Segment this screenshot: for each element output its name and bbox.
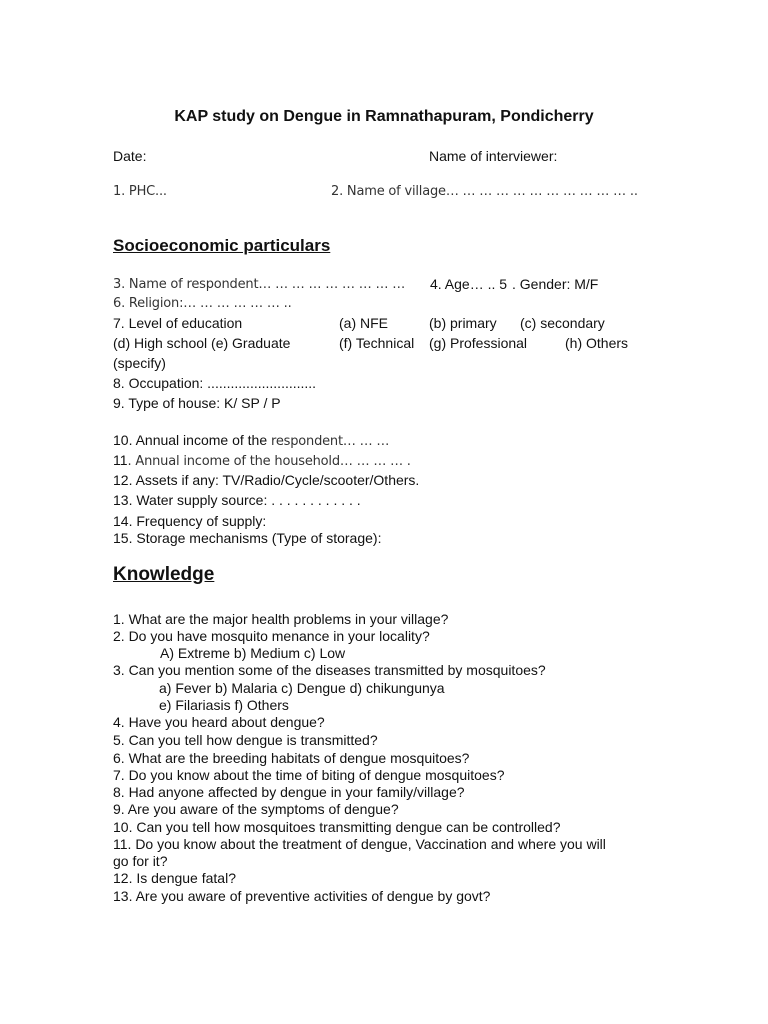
education-option-h: (h) Others	[565, 335, 629, 351]
knowledge-question-1: 1. What are the major health problems in your village?	[113, 611, 449, 627]
knowledge-question-3-options-1: a) Fever b) Malaria c) Dengue d) chikungunya	[159, 680, 445, 696]
knowledge-question-2: 2. Do you have mosquito menance in your locality?	[113, 628, 430, 644]
respondent-name-field: 3. Name of respondent… … … … … … … … …	[113, 277, 406, 292]
annual-income-respondent-label: 10. Annual income of the	[113, 432, 271, 448]
education-label: 7. Level of education	[113, 315, 243, 331]
religion-field: 6. Religion:… … … … … … ..	[113, 296, 292, 311]
knowledge-question-11: 11. Do you know about the treatment of dengue, Vaccination and where you will	[113, 836, 606, 852]
knowledge-question-11-continued: go for it?	[113, 853, 168, 869]
water-supply-field: 13. Water supply source: . . . . . . . . . . . .	[113, 492, 361, 508]
education-option-a: (a) NFE	[339, 315, 388, 331]
education-option-d-e: (d) High school (e) Graduate	[113, 335, 291, 351]
education-option-g: (g) Professional	[429, 335, 528, 351]
occupation-field: 8. Occupation: ............................	[113, 375, 317, 391]
knowledge-question-12: 12. Is dengue fatal?	[113, 870, 236, 886]
education-option-c: (c) secondary	[520, 315, 605, 331]
house-type-field: 9. Type of house: K/ SP / P	[113, 395, 281, 411]
knowledge-question-5: 5. Can you tell how dengue is transmitted?	[113, 732, 378, 748]
annual-income-household	[113, 452, 411, 470]
education-option-b: (b) primary	[429, 315, 497, 331]
village-field: 2. Name of village… … … … … … … … … … … ..	[331, 184, 638, 199]
page-title: KAP study on Dengue in Ramnathapuram, Pondicherry	[174, 108, 594, 125]
knowledge-question-4: 4. Have you heard about dengue?	[113, 714, 325, 730]
gender-field: . Gender: M/F	[512, 276, 599, 292]
phc-field: 1. PHC...	[113, 184, 167, 199]
annual-income-household-number: 11	[113, 452, 128, 468]
education-specify: (specify)	[113, 355, 166, 371]
storage-field: 15. Storage mechanisms (Type of storage):	[113, 530, 382, 546]
knowledge-question-9: 9. Are you aware of the symptoms of dengue?	[113, 801, 399, 817]
supply-frequency-field: 14. Frequency of supply:	[113, 513, 267, 529]
knowledge-question-3-options-2: e) Filariasis f) Others	[159, 697, 289, 713]
date-label: Date:	[113, 148, 147, 164]
education-option-f: (f) Technical	[339, 335, 415, 351]
knowledge-question-13: 13. Are you aware of preventive activities of dengue by govt?	[113, 888, 491, 904]
knowledge-question-3: 3. Can you mention some of the diseases transmitted by mosquitoes?	[113, 662, 546, 678]
knowledge-question-7: 7. Do you know about the time of biting of dengue mosquitoes?	[113, 767, 505, 783]
knowledge-question-10: 10. Can you tell how mosquitoes transmitting dengue can be controlled?	[113, 819, 561, 835]
annual-income-household-label: . Annual income of the household… … … … .	[127, 454, 411, 469]
interviewer-label: Name of interviewer:	[429, 148, 558, 164]
assets-field: 12. Assets if any: TV/Radio/Cycle/scooter/Others.	[113, 472, 420, 488]
knowledge-question-2-options: A) Extreme b) Medium c) Low	[160, 645, 346, 661]
annual-income-respondent-blank: respondent… … …	[271, 434, 390, 449]
knowledge-question-8: 8. Had anyone affected by dengue in your family/village?	[113, 784, 465, 800]
knowledge-question-6: 6. What are the breeding habitats of dengue mosquitoes?	[113, 750, 470, 766]
socioeconomic-heading: Socioeconomic particulars	[113, 236, 331, 255]
age-field: 4. Age… .. 5	[430, 276, 508, 292]
knowledge-heading: Knowledge	[113, 564, 215, 585]
annual-income-respondent	[113, 432, 389, 450]
